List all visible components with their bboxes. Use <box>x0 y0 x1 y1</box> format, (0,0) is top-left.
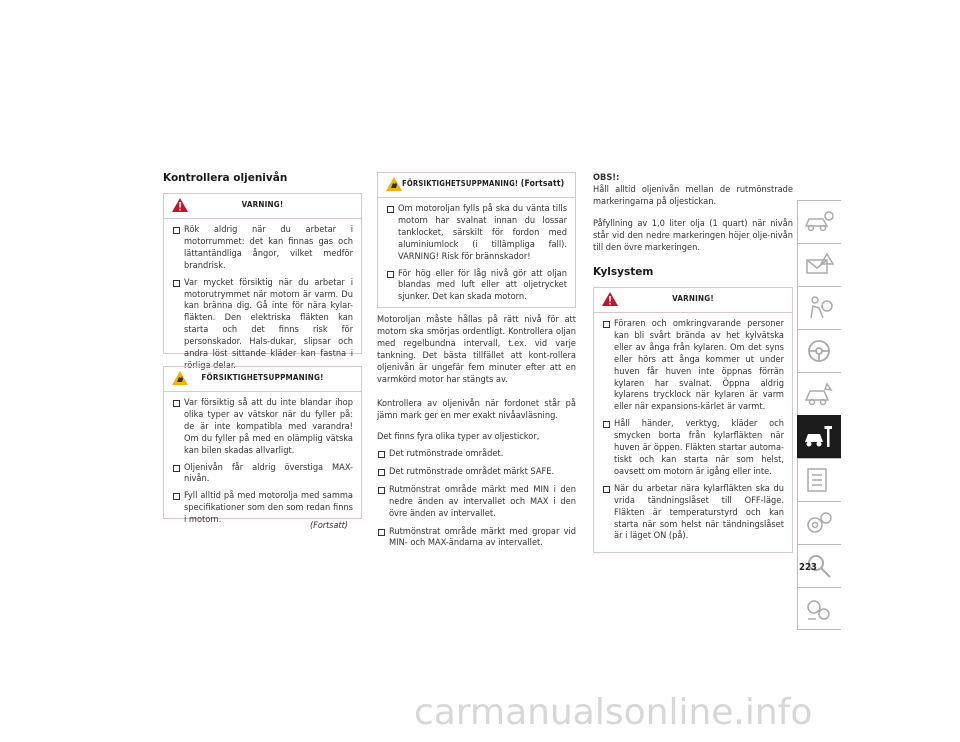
warning-title: VARNING! <box>672 294 714 303</box>
warning-title: VARNING! <box>241 200 284 209</box>
section-heading-cooling: Kylsystem <box>593 266 654 278</box>
list-item: Rutmönstrat område märkt med MIN i den nedre änden av intervallet och MAX i den övre änden av intervallet. <box>377 484 576 520</box>
tab-car-info[interactable] <box>797 200 841 243</box>
warning-item: Var mycket försiktig när du arbetar i motorutrymmet när motorn är varm. Du kan bränna dig. Gå inte för nära kylar-fläkten. Den elektriska fläkten kan starta och det finns risk för personskador. Hals-dukar, slipsar och andra löst sittande kläder kan fastna i rörliga delar. <box>172 277 353 372</box>
body-paragraph: Motoroljan måste hållas på rätt nivå för att motorn ska smörjas ordentligt. Kontrollera oljan med regelbundna intervall, t.ex. vid varje tankning. Det bästa tillfället att kont-rollera oljenivån är ungefär fem minuter efter att en varmkörd motor har stängts av. <box>377 314 576 385</box>
tab-steering-wheel[interactable] <box>797 329 841 372</box>
page-number: 223 <box>799 562 817 573</box>
checklist-icon <box>803 466 835 494</box>
obs-title: OBS!: <box>593 172 620 183</box>
caution-title-suffix: (Fortsatt) <box>520 179 565 189</box>
car-wrench-icon <box>803 423 835 451</box>
car-crash-icon <box>803 380 835 408</box>
watermark: carmanualsonline.info <box>414 692 813 733</box>
caution-box-header <box>164 367 361 392</box>
caution-item: Var försiktig så att du inte blandar ihop olika typer av vätskor när du fyller på: de är inte kompatibla med varandra! Om du fyller på med en olämplig vätska kan bilen skadas allvarligt. <box>172 397 353 457</box>
caution-item: Oljenivån får aldrig överstiga MAX-nivån. <box>172 462 353 486</box>
dipstick-type-list <box>377 448 576 555</box>
envelope-warning-icon <box>803 251 835 279</box>
warning-item: Rök aldrig när du arbetar i motorrummet: det kan finnas gas och lättantändliga ångor, vilket medför brandrisk. <box>172 224 353 272</box>
caution-title: FÖRSIKTIGHETSUPPMANING! <box>201 373 324 382</box>
tab-gears[interactable] <box>797 501 841 544</box>
warning-box-header <box>164 194 361 219</box>
caution-item: För hög eller för låg nivå gör att oljan blandas med luft eller att oljetrycket sjunker. Det kan skada motorn. <box>386 268 567 304</box>
warning-box-oil <box>163 193 362 371</box>
continued-note: (Fortsatt) <box>310 521 348 531</box>
warning-item: Håll händer, verktyg, kläder och smycken borta från kylarfläkten när huven är öppen. Fläkten startar automa-tiskt och kan starta när som helst, oavsett om motorn är igång eller inte. <box>602 418 784 478</box>
tab-envelope-warning[interactable] <box>797 243 841 286</box>
gears-icon <box>803 509 835 537</box>
list-item: Rutmönstrat område märkt med gropar vid MIN- och MAX-ändarna av intervallet. <box>377 526 576 550</box>
tab-car-crash[interactable] <box>797 372 841 415</box>
language-gear-icon <box>803 595 835 623</box>
list-item: Det rutmönstrade området. <box>377 448 576 460</box>
warning-box-header <box>594 288 792 313</box>
warning-box-cooling <box>593 287 793 553</box>
warning-item: När du arbetar nära kylarfläkten ska du vrida tändningslåset till OFF-läge. Fläkten är temperaturstyrd och kan starta när som helst när tändningslåset är i läget ON (på). <box>602 483 784 543</box>
caution-box-continued <box>377 172 576 308</box>
tab-service-maintenance[interactable] <box>797 415 841 458</box>
list-item: Det rutmönstrade området märkt SAFE. <box>377 466 576 478</box>
caution-item: Fyll alltid på med motorolja med samma specifikationer som den som redan finns i motorn. <box>172 490 353 526</box>
caution-hand-icon <box>386 177 402 191</box>
tab-language-gear[interactable] <box>797 587 841 630</box>
body-paragraph: Påfyllning av 1,0 liter olja (1 quart) när nivån står vid den nedre markeringen höjer olje-nivån till den övre markeringen. <box>593 218 793 253</box>
airbag-person-icon <box>803 294 835 322</box>
body-paragraph: Det finns fyra olika typer av oljestickor, <box>377 431 540 442</box>
steering-wheel-icon <box>803 337 835 365</box>
caution-item: Om motoroljan fylls på ska du vänta tills motorn har svalnat innan du lossar tanklocket, särskilt för fordon med aluminiumlock (i tillämpliga fall). VARNING! Risk för brännskador! <box>386 203 567 263</box>
tab-checklist[interactable] <box>797 458 841 501</box>
caution-title: FÖRSIKTIGHETSUPPMANING! <box>402 179 519 188</box>
caution-box-header <box>378 173 575 198</box>
car-info-icon <box>803 208 835 236</box>
warning-item: Föraren och omkringvarande personer kan bli svårt brända av het kylvätska eller av ånga från kylaren. Om det syns eller hörs att ånga kommer ut under huven får huven inte öppnas förrän kylaren har svalnat. Öppna aldrig kylarens trycklock när kylaren är varm eller när expansions-kärlet är varmt. <box>602 318 784 413</box>
tab-airbag-person[interactable] <box>797 286 841 329</box>
section-heading-oil: Kontrollera oljenivån <box>163 172 288 184</box>
obs-text: Håll alltid oljenivån mellan de rutmönstrade markeringarna på oljestickan. <box>593 184 793 207</box>
body-paragraph: Kontrollerа av oljenivån när fordonet står på jämn mark ger en mer exakt nivåavläsning. <box>377 398 576 421</box>
